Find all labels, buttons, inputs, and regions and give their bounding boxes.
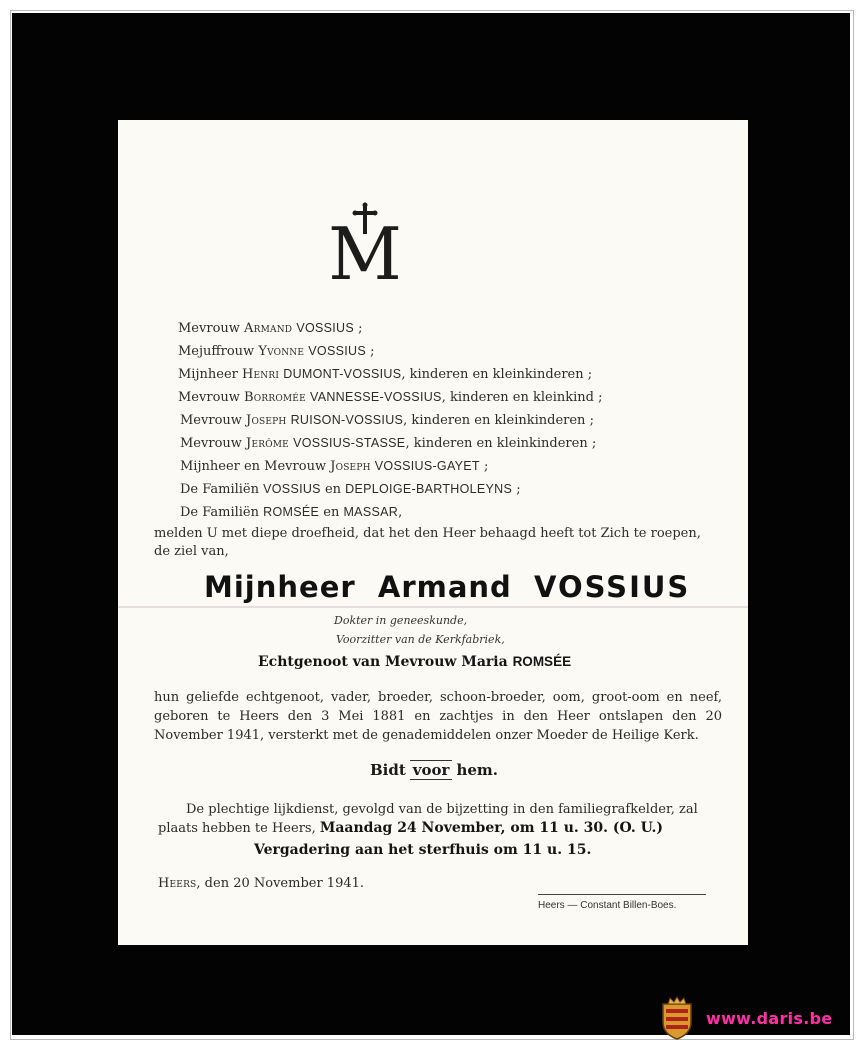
announcement-line: de ziel van,: [154, 544, 229, 559]
printer-credit: Heers — Constant Billen-Boes.: [538, 900, 677, 911]
monogram-letter: M: [328, 212, 402, 282]
memorial-card: [118, 120, 748, 945]
printer-divider: [538, 894, 706, 895]
cross-monogram-icon: [320, 202, 410, 282]
announcement-line: melden U met diepe droefheid, dat het den Heer behaagd heeft tot Zich te roepen,: [154, 526, 701, 541]
body-text: hun geliefde echtgenoot, vader, broeder, schoon-broeder, oom, groot-oom en neef, geboren te Heers den 3 Mei 1881 en zachtjes in den Heer ontslapen den 20 November 1941, versterkt met de genademiddelen onzer Moeder de Heilige Kerk.: [154, 690, 722, 743]
spouse-line: Echtgenoot van Mevrouw Maria ROMSÉE: [258, 654, 572, 670]
prayer-line: Bidt voor hem.: [370, 761, 498, 779]
relative-line: Mevrouw Borromée VANNESSE-VOSSIUS, kinderen en kleinkind ;: [178, 390, 603, 405]
gathering-line: Vergadering aan het sterfhuis om 11 u. 15.: [254, 842, 592, 858]
relative-line: Mijnheer en Mevrouw Joseph VOSSIUS-GAYET ;: [180, 459, 489, 474]
watermark-link[interactable]: www.daris.be: [706, 1009, 833, 1028]
coat-of-arms-icon: [660, 996, 694, 1040]
watermark[interactable]: [660, 996, 850, 1042]
relative-line: Mejuffrouw Yvonne VOSSIUS ;: [178, 344, 375, 359]
deceased-title: Voorzitter van de Kerkfabriek,: [336, 633, 505, 646]
family-line: De Familiën VOSSIUS en DEPLOIGE-BARTHOLEYNS ;: [180, 482, 521, 497]
deceased-title: Dokter in geneeskunde,: [334, 614, 468, 627]
fold-line: [118, 606, 748, 608]
relative-line: Mevrouw Armand VOSSIUS ;: [178, 321, 363, 336]
funeral-text: De plechtige lijkdienst, gevolgd van de bijzetting in den familiegrafkelder, zal plaats hebben te Heers, Maandag 24 November, om 11 u. 30. (O. U.): [158, 802, 698, 836]
place-date: Heers, den 20 November 1941.: [158, 876, 365, 891]
family-line: De Familiën ROMSÉE en MASSAR,: [180, 505, 403, 520]
relative-line: Mijnheer Henri DUMONT-VOSSIUS, kinderen en kleinkinderen ;: [178, 367, 593, 382]
relative-line: Mevrouw Joseph RUISON-VOSSIUS, kinderen en kleinkinderen ;: [180, 413, 594, 428]
relative-line: Mevrouw Jerôme VOSSIUS-STASSE, kinderen en kleinkinderen ;: [180, 436, 597, 451]
deceased-name: Mijnheer Armand VOSSIUS: [204, 570, 691, 604]
